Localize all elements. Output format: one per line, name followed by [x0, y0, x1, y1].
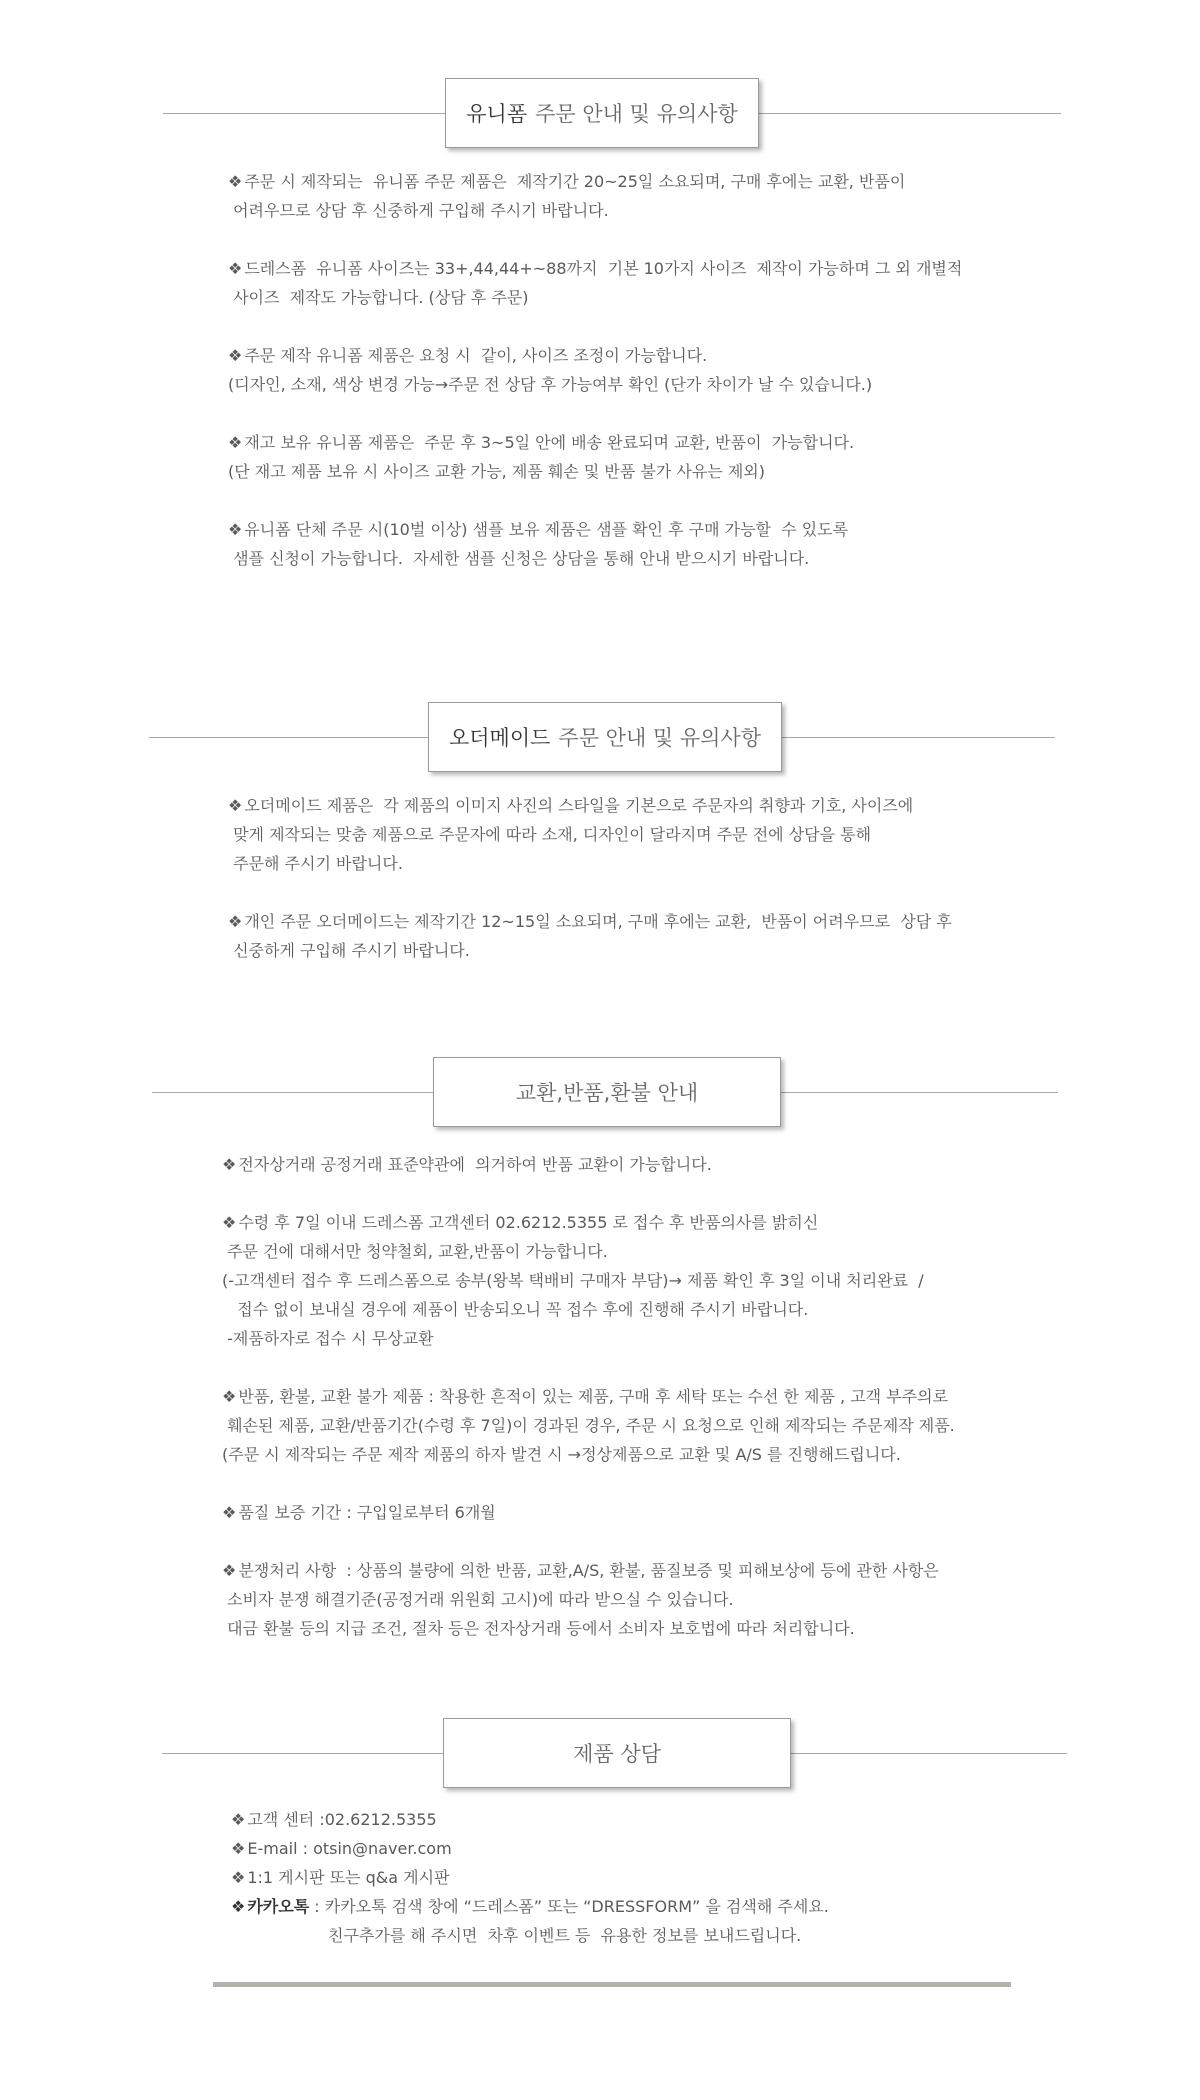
bullet-icon: ❖	[231, 1868, 246, 1887]
section-title-emphasis: 오더메이드	[448, 726, 551, 750]
bullet-icon: ❖	[228, 520, 243, 539]
section-title: 제품 상담	[573, 1742, 661, 1766]
section-title-emphasis: 유니폼	[466, 102, 528, 126]
bullet-icon: ❖	[222, 1213, 237, 1232]
section-title-box	[445, 78, 759, 148]
contact-phone: ❖ 고객 센터 :02.6212.5355	[231, 1810, 437, 1829]
bullet-icon: ❖	[228, 259, 243, 278]
bullet-icon: ❖	[228, 346, 243, 365]
section-title: 교환,반품,환불 안내	[515, 1081, 699, 1105]
list-item: ❖ 수령 후 7일 이내 드레스폼 고객센터 02.6212.5355 로 접수 후 반품의사를 밝히신 주문 건에 대해서만 청약철회, 교환,반품이 가능합니다. (-고객센터 접수 후 드레스폼으로 송부(왕복 택배비 구매자 부담)→ 제품 확인 후 3일 이내 처리완료 / 접수 없이 보내실 경우에 제품이 반송되오니 꼭 접수 후에 진행해 주시기 바랍니다. -제품하자로 접수 시 무상교환	[222, 1213, 924, 1348]
exchange-notice-list	[222, 1150, 955, 1672]
bullet-icon: ❖	[228, 433, 243, 452]
bullet-icon: ❖	[222, 1503, 237, 1522]
kakao-label: 카카오톡	[247, 1897, 310, 1916]
bullet-icon: ❖	[228, 172, 243, 191]
list-item: ❖ 주문 제작 유니폼 제품은 요청 시 같이, 사이즈 조정이 가능합니다. (디자인, 소재, 색상 변경 가능→주문 전 상담 후 가능여부 확인 (단가 차이가 날 수 있습니다.)	[228, 346, 873, 394]
contact-board: ❖ 1:1 게시판 또는 q&a 게시판	[231, 1868, 450, 1887]
uniform-notice-list	[228, 167, 962, 602]
bullet-icon: ❖	[231, 1810, 246, 1829]
section-title: 주문 안내 및 유의사항	[535, 102, 738, 126]
bullet-icon: ❖	[222, 1561, 237, 1580]
section-header-consult	[162, 1718, 1067, 1788]
section-title-box	[428, 702, 782, 772]
section-title: 주문 안내 및 유의사항	[558, 726, 762, 750]
list-item: ❖ 개인 주문 오더메이드는 제작기간 12~15일 소요되며, 구매 후에는 교환, 반품이 어려우므로 상담 후 신중하게 구입해 주시기 바랍니다.	[228, 912, 952, 960]
list-item: ❖ 반품, 환불, 교환 불가 제품 : 착용한 흔적이 있는 제품, 구매 후 세탁 또는 수선 한 제품 , 고객 부주의로 훼손된 제품, 교환/반품기간(수령 후 7일)이 경과된 경우, 주문 시 요청으로 인해 제작되는 주문제작 제품. (주문 시 제작되는 주문 제작 제품의 하자 발견 시 →정상제품으로 교환 및 A/S 를 진행해드립니다.	[222, 1387, 955, 1464]
list-item: ❖ 유니폼 단체 주문 시(10벌 이상) 샘플 보유 제품은 샘플 확인 후 구매 가능할 수 있도록 샘플 신청이 가능합니다. 자세한 샘플 신청은 상담을 통해 안내 받으시기 바랍니다.	[228, 520, 849, 568]
list-item: ❖ 드레스폼 유니폼 사이즈는 33+,44,44+~88까지 기본 10가지 사이즈 제작이 가능하며 그 외 개별적 사이즈 제작도 가능합니다. (상담 후 주문)	[228, 259, 963, 307]
contact-list	[231, 1805, 829, 1950]
contact-kakao-note: 친구추가를 해 주시면 차후 이벤트 등 유용한 정보를 보내드립니다.	[328, 1926, 802, 1945]
section-header-exchange	[152, 1057, 1058, 1127]
section-header-ordermade	[149, 702, 1055, 772]
section-title-box	[433, 1057, 781, 1127]
list-item: ❖ 분쟁처리 사항 : 상품의 불량에 의한 반품, 교환,A/S, 환불, 품질보증 및 피해보상에 등에 관한 사항은 소비자 분쟁 해결기준(공정거래 위원회 고시)에 따라 받으실 수 있습니다. 대금 환불 등의 지급 조건, 절차 등은 전자상거래 등에서 소비자 보호법에 따라 처리합니다.	[222, 1561, 939, 1638]
bullet-icon: ❖	[231, 1839, 246, 1858]
list-item: ❖ 주문 시 제작되는 유니폼 주문 제품은 제작기간 20~25일 소요되며, 구매 후에는 교환, 반품이 어려우므로 상담 후 신중하게 구입해 주시기 바랍니다.	[228, 172, 906, 220]
bullet-icon: ❖	[222, 1155, 237, 1174]
bullet-icon: ❖	[228, 796, 243, 815]
section-title-box	[443, 1718, 791, 1788]
list-item: ❖ 품질 보증 기간 : 구입일로부터 6개월	[222, 1503, 496, 1522]
contact-kakao: ❖ 카카오톡 : 카카오톡 검색 창에 “드레스폼” 또는 “DRESSFORM” 을 검색해 주세요.	[231, 1897, 829, 1916]
list-item: ❖ 오더메이드 제품은 각 제품의 이미지 사진의 스타일을 기본으로 주문자의 취향과 기호, 사이즈에 맞게 제작되는 맞춤 제품으로 주문자에 따라 소재, 디자인이 달라지며 주문 전에 상담을 통해 주문해 주시기 바랍니다.	[228, 796, 914, 873]
bullet-icon: ❖	[222, 1387, 237, 1406]
list-item: ❖ 전자상거래 공정거래 표준약관에 의거하여 반품 교환이 가능합니다.	[222, 1155, 712, 1174]
list-item: ❖ 재고 보유 유니폼 제품은 주문 후 3~5일 안에 배송 완료되며 교환, 반품이 가능합니다. (단 재고 제품 보유 시 사이즈 교환 가능, 제품 훼손 및 반품 불가 사유는 제외)	[228, 433, 855, 481]
footer-divider	[213, 1982, 1011, 1987]
contact-email: ❖ E-mail : otsin@naver.com	[231, 1839, 452, 1858]
bullet-icon: ❖	[231, 1897, 246, 1916]
section-header-uniform	[163, 78, 1061, 148]
bullet-icon: ❖	[228, 912, 243, 931]
ordermade-notice-list	[228, 791, 952, 994]
